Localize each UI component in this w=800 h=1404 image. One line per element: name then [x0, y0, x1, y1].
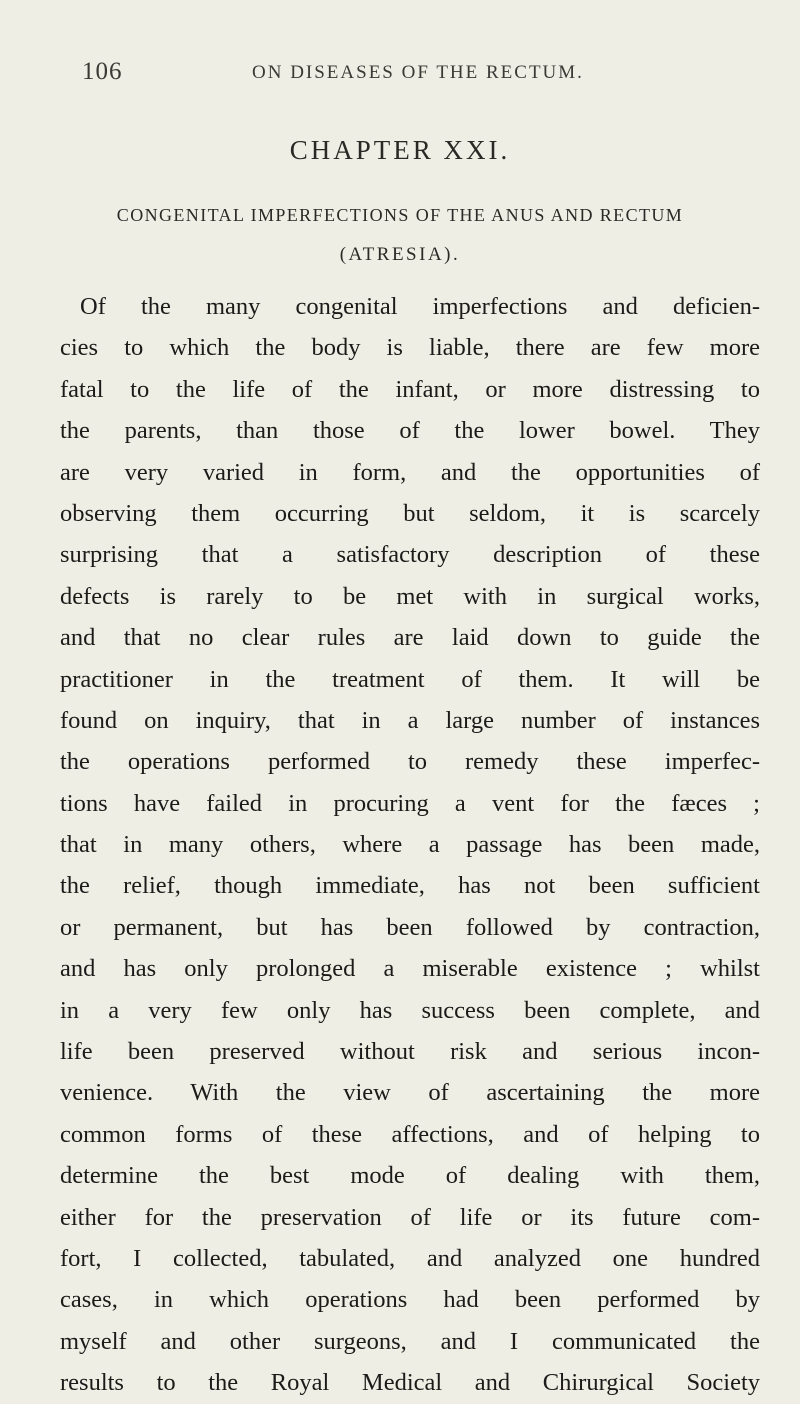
text-line: tions have failed in procuring a vent for the fæces ;: [60, 789, 760, 817]
running-head: [82, 58, 782, 88]
text-line: life been preserved without risk and serious incon-: [60, 1038, 760, 1066]
text-line: results to the Royal Medical and Chirurgical Society: [60, 1369, 760, 1397]
text-line: that in many others, where a passage has been made,: [60, 831, 760, 859]
text-line: or permanent, but has been followed by contraction,: [60, 913, 760, 941]
text-line: fatal to the life of the infant, or more distressing to: [60, 375, 760, 403]
text-line: either for the preservation of life or its future com-: [60, 1203, 760, 1231]
page-number: 106: [82, 58, 123, 85]
text-line: the operations performed to remedy these imperfec-: [60, 748, 760, 776]
text-line: cases, in which operations had been performed by: [60, 1286, 760, 1314]
text-line: in a very few only has success been complete, and: [60, 996, 760, 1024]
text-line: practitioner in the treatment of them. It will be: [60, 665, 760, 693]
chapter-subtitle-parenthetical: (ATRESIA).: [339, 244, 461, 265]
text-line: are very varied in form, and the opportunities of: [60, 458, 760, 486]
chapter-subtitle: CONGENITAL IMPERFECTIONS OF THE ANUS AND RECTUM: [116, 205, 684, 225]
body-text: [60, 286, 760, 1404]
text-line: and that no clear rules are laid down to guide the: [60, 624, 760, 652]
text-line: the relief, though immediate, has not been sufficient: [60, 872, 760, 900]
text-line: determine the best mode of dealing with them,: [60, 1162, 760, 1190]
chapter-heading: CHAPTER XXI.: [289, 135, 511, 165]
text-line: observing them occurring but seldom, it is scarcely: [60, 499, 760, 527]
text-line: the parents, than those of the lower bowel. They: [60, 417, 760, 445]
text-line: found on inquiry, that in a large number of instances: [60, 706, 760, 734]
text-line: fort, I collected, tabulated, and analyzed one hundred: [60, 1244, 760, 1272]
text-line: defects is rarely to be met with in surgical works,: [60, 582, 760, 610]
text-line: venience. With the view of ascertaining the more: [60, 1079, 760, 1107]
text-line: common forms of these affections, and of helping to: [60, 1120, 760, 1148]
text-line: surprising that a satisfactory description of these: [60, 541, 760, 569]
running-title: ON DISEASES OF THE RECTUM.: [252, 62, 584, 83]
text-line: cies to which the body is liable, there are few more: [60, 334, 760, 362]
text-line: Of the many congenital imperfections and deficien-: [80, 293, 760, 320]
text-line: and has only prolonged a miserable existence ; whilst: [60, 955, 760, 983]
text-line: myself and other surgeons, and I communicated the: [60, 1327, 760, 1355]
